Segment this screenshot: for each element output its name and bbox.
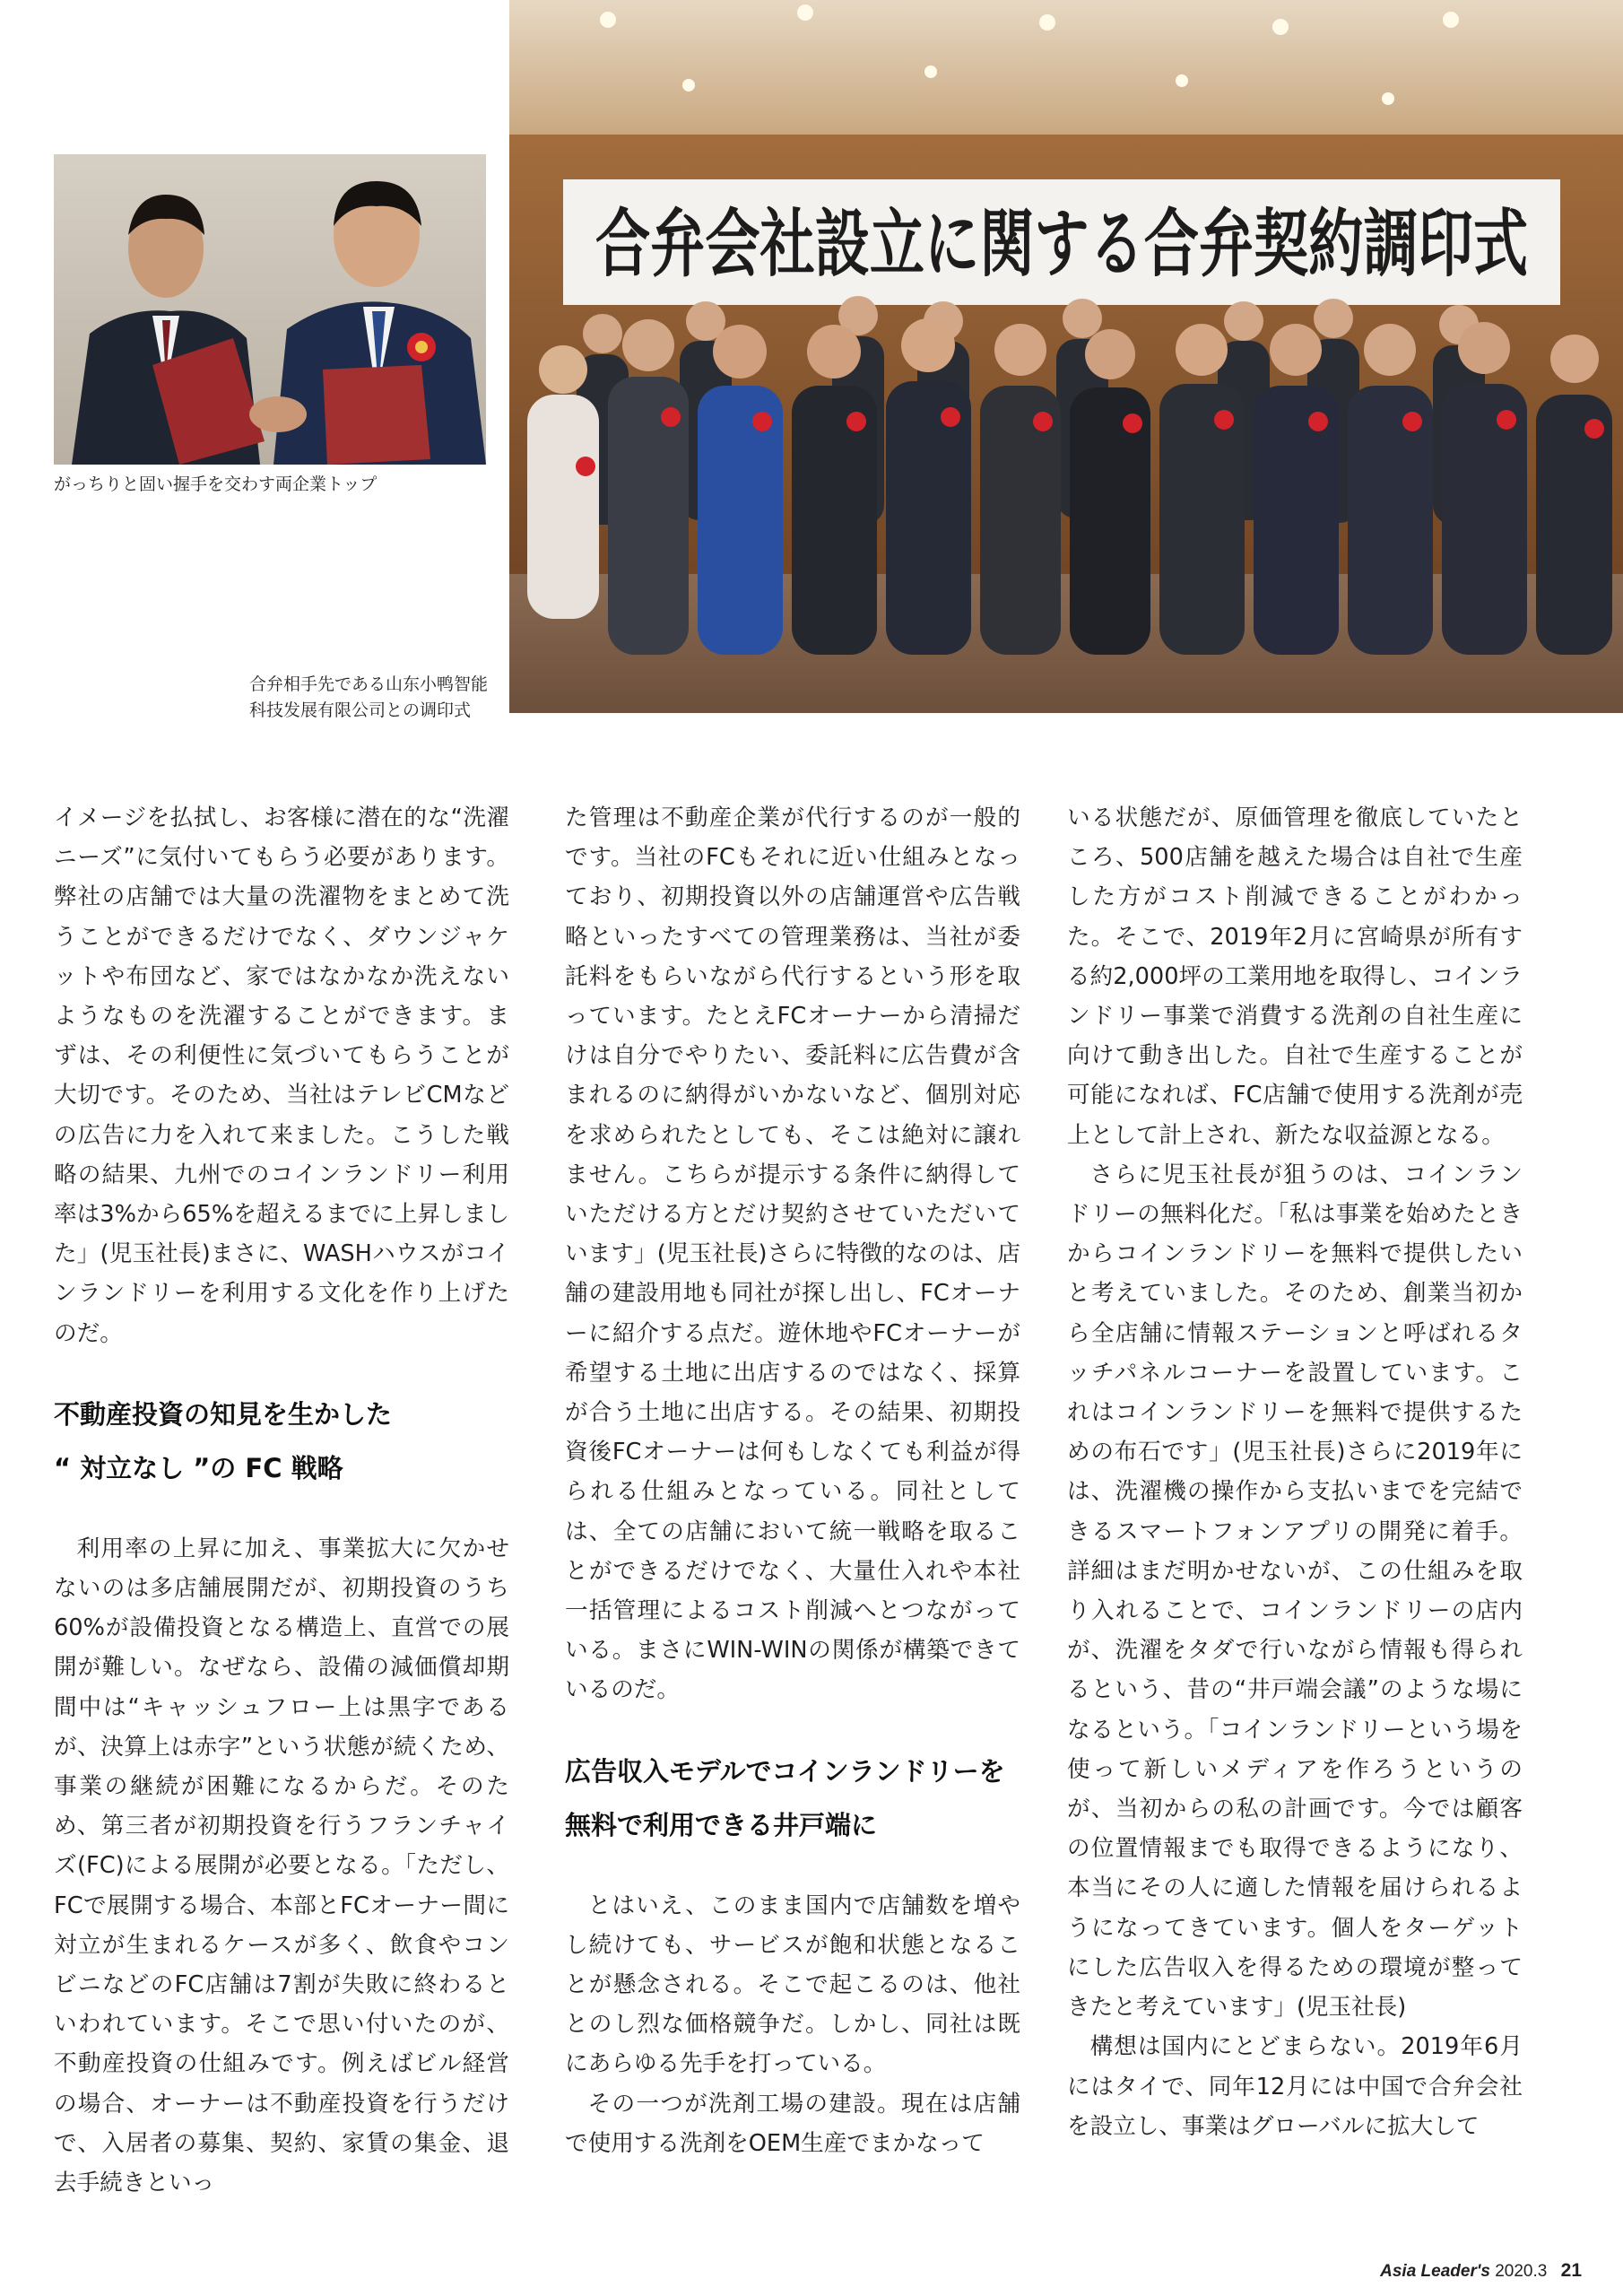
page-footer (1380, 2260, 1582, 2282)
paragraph: その一つが洗剤工場の建設。現在は店舗で使用する洗剤をOEM生産でまかなって (565, 2090, 1020, 2157)
heading-line: 広告収入モデルでコインランドリーを (565, 1755, 1005, 1787)
ceremony-banner-text: 合弁会社設立に関する合弁契約調印式 (595, 202, 1528, 287)
paragraph: 利用率の上昇に加え、事業拡大に欠かせないのは多店舗展開だが、初期投資のうち60%が設備投資となる構造上、直営での展開が難しい。なぜなら、設備の減価償却期間中は“キャッシュフロー上は黒字であるが、決算上は赤字”という状態が続くため、事業の継続が困難になるからだ。そのため、第三者が初期投資を行うフランチャイズ(FC)による展開が必要となる。「ただし、FCで展開する場合、本部とFCオーナー間に対立が生まれるケースが多く、飲食やコンビニなどのFC店舗は7割が失敗に終わるといわれています。そこで思い付いたのが、不動産投資の仕組みです。例えばビル経営の場合、オーナーは不動産投資を行うだけで、入居者の募集、契約、家賃の集金、退去手続きといっ (54, 1535, 509, 2197)
ceremony-group-photo-icon (509, 0, 1623, 713)
article-column-3 (1067, 798, 1523, 2146)
article-column-2 (565, 798, 1020, 2163)
ceremony-caption: 合弁相手先である山东小鸭智能 科技发展有限公司との调印式 (249, 674, 489, 720)
handshake-caption: がっちりと固い握手を交わす両企業トップ (54, 474, 378, 494)
paragraph: 構想は国内にとどまらない。2019年6月にはタイで、同年12月には中国で合弁会社を設立し、事業はグローバルに拡大して (1067, 2033, 1523, 2140)
heading-line: “ 対立なし ”の FC 戦略 (54, 1452, 343, 1483)
paragraph: いる状態だが、原価管理を徹底していたところ、500店舗を越えた場合は自社で生産した方がコスト削減できることがわかった。そこで、2019年2月に宮崎県が所有する約2,000坪の工業用地を取得し、コインランドリー事業で消費する洗剤の自社生産に向けて動き出した。自社で生産することが可能になれば、FC店舗で使用する洗剤が売上として計上され、新たな収益源となる。 (1067, 804, 1523, 1149)
magazine-brand: Asia Leader's (1380, 2262, 1490, 2281)
handshake-photo-icon (54, 154, 486, 465)
article-column-1 (54, 798, 509, 2203)
paragraph: イメージを払拭し、お客様に潜在的な“洗濯ニーズ”に気付いてもらう必要があります。弊社の店舗では大量の洗濯物をまとめて洗うことができるだけでなく、ダウンジャケットや布団など、家ではなかなか洗えないようなものを洗濯することができます。まずは、その利便性に気づいてもらうことが大切です。そのため、当社はテレビCMなどの広告に力を入れて来ました。こうした戦略の結果、九州でのコインランドリー利用率は3%から65%を超えるまでに上昇しました」(児玉社長)まさに、WASHハウスがコインランドリーを利用する文化を作り上げたのだ。 (54, 804, 509, 1347)
section-heading-ad-revenue (565, 1744, 1020, 1852)
paragraph: とはいえ、このまま国内で店舗数を増やし続けても、サービスが飽和状態となることが懸念される。そこで起こるのは、他社とのし烈な価格競争だ。しかし、同社は既にあらゆる先手を打っている。 (565, 1892, 1020, 2078)
issue-date: 2020.3 (1495, 2262, 1548, 2281)
handshake-photo (54, 154, 486, 465)
paragraph: た管理は不動産企業が代行するのが一般的です。当社のFCもそれに近い仕組みとなっており、初期投資以外の店舗運営や広告戦略といったすべての管理業務は、当社が委託料をもらいながら代行するという形を取っています。たとえFCオーナーから清掃だけは自分でやりたい、委託料に広告費が含まれるのに納得がいかないなど、個別対応を求められたとしても、そこは絶対に譲れません。こちらが提示する条件に納得していただける方とだけ契約させていただいています」(児玉社長)さらに特徴的なのは、店舗の建設用地も同社が探し出し、FCオーナーに紹介する点だ。遊休地やFCオーナーが希望する土地に出店するのではなく、採算が合う土地に出店する。その結果、初期投資後FCオーナーは何もしなくても利益が得られる仕組みとなっている。同社としては、全ての店舗において統一戦略を取ることができるだけでなく、大量仕入れや本社一括管理によるコスト削減へとつながっている。まさにWIN-WINの関係が構築できているのだ。 (565, 804, 1020, 1704)
page-number: 21 (1560, 2260, 1582, 2281)
section-heading-fc-strategy (54, 1387, 509, 1495)
heading-line: 無料で利用できる井戸端に (565, 1809, 878, 1840)
paragraph: さらに児玉社長が狙うのは、コインランドリーの無料化だ。「私は事業を始めたときからコインランドリーを無料で提供したいと考えていました。そのため、創業当初から全店舗に情報ステーションと呼ばれるタッチパネルコーナーを設置しています。これはコインランドリーを無料で提供するための布石です」(児玉社長)さらに2019年には、洗濯機の操作から支払いまでを完結できるスマートフォンアプリの開発に着手。詳細はまだ明かせないが、この仕組みを取り入れることで、コインランドリーの店内が、洗濯をタダで行いながら情報も得られるという、昔の“井戸端会議”のような場になるという。「コインランドリーという場を使って新しいメディアを作ろうというのが、当初からの私の計画です。今では顧客の位置情報までも取得できるようになり、本当にその人に適した情報を届けられるようになってきています。個人をターゲットにした広告収入を得るための環境が整ってきたと考えています」(児玉社長) (1067, 1161, 1523, 2022)
heading-line: 不動産投資の知見を生かした (54, 1398, 393, 1430)
ceremony-group-photo (509, 0, 1623, 713)
